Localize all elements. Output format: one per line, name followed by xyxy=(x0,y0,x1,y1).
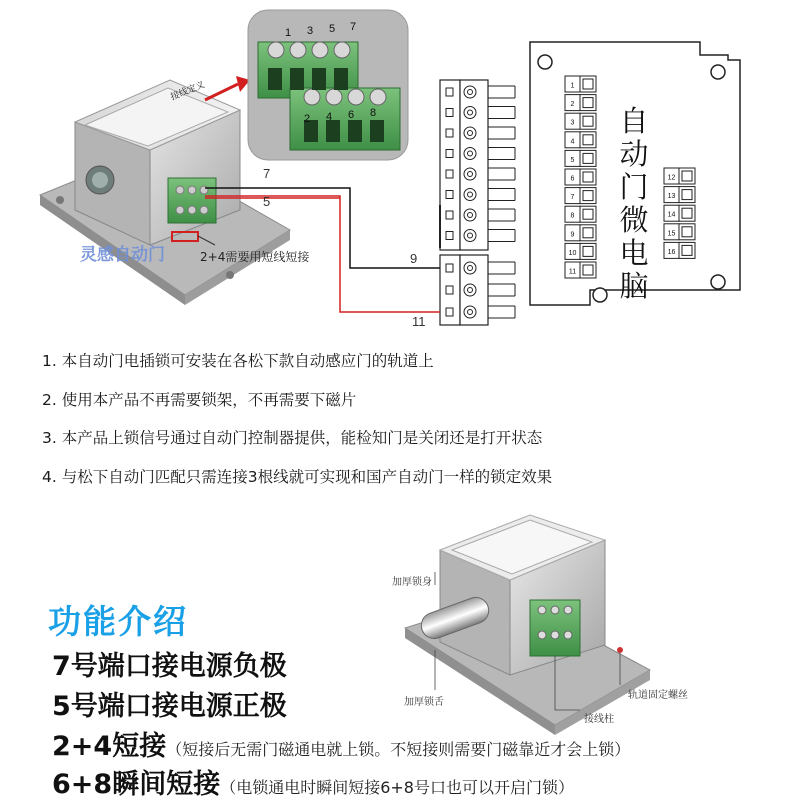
feature-item-2 xyxy=(52,684,287,723)
callout-terminal-4: 4 xyxy=(326,111,333,123)
feature-item-1 xyxy=(52,644,287,683)
wire-label-11: 11 xyxy=(412,314,426,329)
callout-rail-screw: 轨道固定螺丝 xyxy=(628,690,688,701)
mcu-right-terminal-strip xyxy=(664,168,695,258)
brand-watermark: 灵感自动门 xyxy=(80,245,165,265)
feature-item-3-main: 2+4短接 xyxy=(52,731,167,762)
callout-terminal-post: 接线柱 xyxy=(584,714,614,725)
point-3: 3. 本产品上锁信号通过自动门控制器提供，能检知门是关闭还是打开状态 xyxy=(42,429,543,447)
wire-label-9: 9 xyxy=(410,251,418,266)
mcu-terminal-number: 14 xyxy=(667,211,676,219)
callout-thick-body: 加厚锁身 xyxy=(392,577,432,588)
feature-item-3-note: （短接后无需门磁通电就上锁。不短接则需要门磁靠近才会上锁） xyxy=(166,740,631,759)
wire-label-7: 7 xyxy=(263,166,271,181)
mcu-terminal xyxy=(664,205,695,221)
point-2: 2. 使用本产品不再需要锁架，不再需要下磁片 xyxy=(42,390,357,409)
point-4: 4. 与松下自动门匹配只需连接3根线就可实现和国产自动门一样的锁定效果 xyxy=(42,467,553,486)
callout-terminal-7: 7 xyxy=(350,21,357,33)
feature-item-4-main: 6+8瞬间短接 xyxy=(52,769,221,800)
mcu-terminal xyxy=(565,169,596,185)
mcu-terminal xyxy=(565,76,596,92)
feature-points xyxy=(42,352,782,506)
mcu-terminal xyxy=(664,187,695,203)
mcu-terminal-number: 11 xyxy=(568,268,577,276)
mcu-label: 自动门微电脑 xyxy=(619,104,649,303)
short-note: 2+4需要用短线短接 xyxy=(200,250,310,264)
mcu-terminal xyxy=(565,225,596,241)
callout-thick-tongue: 加厚锁舌 xyxy=(404,697,444,708)
mcu-terminal xyxy=(565,206,596,222)
mcu-terminal-number: 2 xyxy=(570,101,575,109)
point-1: 1. 本自动门电插锁可安装在各松下款自动感应门的轨道上 xyxy=(42,352,434,370)
mcu-terminal-number: 10 xyxy=(568,249,577,257)
lock-plate-title: 接线定义 xyxy=(169,80,207,103)
mcu-terminal-number: 16 xyxy=(667,248,676,256)
mcu-terminal-number: 1 xyxy=(570,82,575,90)
callout-terminal-3: 3 xyxy=(307,25,314,37)
wire-label-5: 5 xyxy=(263,194,271,209)
mcu-terminal-number: 9 xyxy=(570,231,575,239)
mcu-terminal-number: 15 xyxy=(667,230,676,238)
callout-terminal-5: 5 xyxy=(329,23,336,35)
mcu-terminal xyxy=(565,113,596,129)
mcu-terminal-number: 4 xyxy=(570,138,575,146)
mcu-terminal-number: 8 xyxy=(570,212,575,220)
callout-terminal-8: 8 xyxy=(370,107,377,119)
mcu-terminal xyxy=(664,242,695,258)
callout-terminal-1: 1 xyxy=(285,27,292,39)
feature-item-3 xyxy=(52,724,630,763)
mcu-terminal xyxy=(565,132,596,148)
feature-item-4-note: （电锁通电时瞬间短接6+8号口也可以开启门锁） xyxy=(220,778,574,797)
mcu-terminal-number: 12 xyxy=(667,174,676,182)
feature-item-4 xyxy=(52,762,574,801)
mcu-terminal-number: 6 xyxy=(570,175,575,183)
feature-item-2-main: 5号端口接电源正极 xyxy=(52,691,287,722)
mcu-terminal xyxy=(565,243,596,259)
mcu-terminal-number: 7 xyxy=(570,194,575,202)
connector-block-upper xyxy=(440,80,488,250)
mcu-terminal xyxy=(565,95,596,111)
feature-item-1-main: 7号端口接电源负极 xyxy=(52,651,287,682)
mcu-terminal xyxy=(565,262,596,278)
zoom-arrow-icon xyxy=(205,76,250,100)
mcu-terminal xyxy=(565,188,596,204)
mcu-terminal xyxy=(565,150,596,166)
mcu-left-terminal-strip xyxy=(565,76,596,278)
terminal-zoom-callout xyxy=(248,10,408,160)
mcu-terminal-number: 5 xyxy=(570,156,575,164)
features-title: 功能介绍 xyxy=(48,602,188,641)
mcu-terminal xyxy=(664,224,695,240)
mcu-terminal-number: 13 xyxy=(667,193,676,201)
mcu-terminal-number: 3 xyxy=(570,119,575,127)
callout-terminal-6: 6 xyxy=(348,109,355,121)
mcu-terminal xyxy=(664,168,695,184)
wiring-diagram xyxy=(0,0,800,345)
callout-terminal-2: 2 xyxy=(304,113,311,125)
